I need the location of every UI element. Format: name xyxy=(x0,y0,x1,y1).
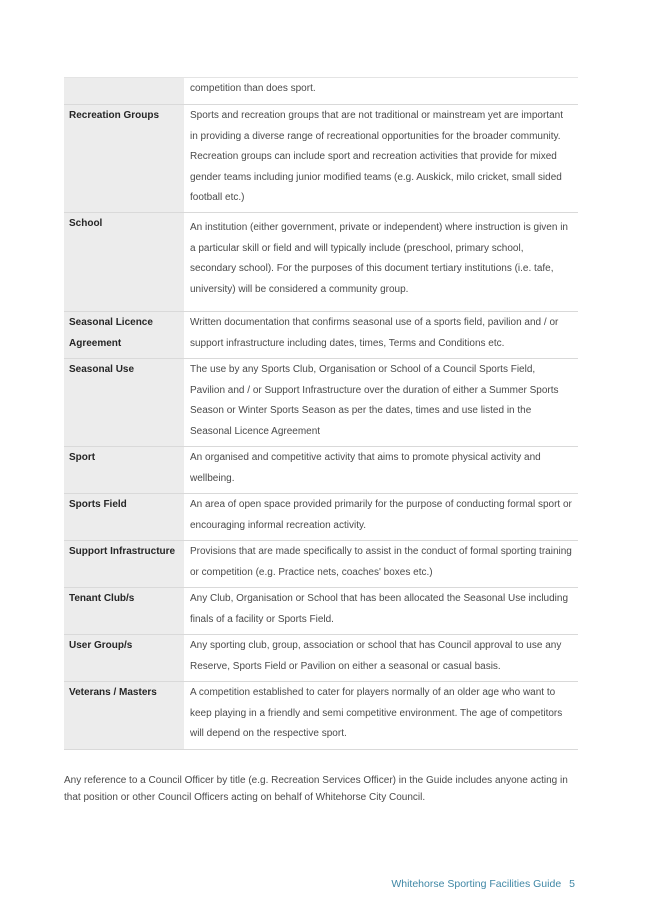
definition-text: An institution (either government, private or independent) where instruction is given in a particular skill or field and will typically include (preschool, primary school, secondary school). For the purposes of this document tertiary institutions (i.e. tafe, university) will be considered a community group. xyxy=(184,213,578,312)
definition-row xyxy=(64,359,578,447)
definition-row xyxy=(64,541,578,588)
definition-text: An area of open space provided primarily for the purpose of conducting formal sport or encouraging informal recreation activity. xyxy=(184,494,578,541)
definition-row xyxy=(64,213,578,312)
definition-row xyxy=(64,105,578,213)
definition-text: Any Club, Organisation or School that has been allocated the Seasonal Use including finals of a facility or Sports Field. xyxy=(184,588,578,635)
definition-term: Sport xyxy=(64,447,184,494)
definition-text: An organised and competitive activity that aims to promote physical activity and wellbeing. xyxy=(184,447,578,494)
definition-term: Tenant Club/s xyxy=(64,588,184,635)
definition-text: Written documentation that confirms seasonal use of a sports field, pavilion and / or support infrastructure including dates, times, Terms and Conditions etc. xyxy=(184,312,578,359)
definition-term: School xyxy=(64,213,184,312)
definition-text: Any sporting club, group, association or school that has Council approval to use any Reserve, Sports Field or Pavilion on either a seasonal or casual basis. xyxy=(184,635,578,682)
definition-row xyxy=(64,78,578,105)
definition-row xyxy=(64,635,578,682)
definition-term: Sports Field xyxy=(64,494,184,541)
definition-term: Seasonal Use xyxy=(64,359,184,447)
definition-term: Support Infrastructure xyxy=(64,541,184,588)
definition-text: competition than does sport. xyxy=(184,78,578,105)
definition-row xyxy=(64,312,578,359)
definition-term xyxy=(64,78,184,105)
definition-text: A competition established to cater for players normally of an older age who want to keep playing in a friendly and semi competitive environment. The age of competitors will depend on the respective sport. xyxy=(184,682,578,750)
footnote-paragraph: Any reference to a Council Officer by title (e.g. Recreation Services Officer) in the Guide includes anyone acting in that position or other Council Officers acting on behalf of Whitehorse City Council. xyxy=(64,775,568,803)
definition-term: Recreation Groups xyxy=(64,105,184,213)
definitions-table xyxy=(64,77,578,750)
definition-text: The use by any Sports Club, Organisation or School of a Council Sports Field, Pavilion and / or Support Infrastructure over the duration of either a Summer Sports Season or Winter Sports Season as per the dates, times and use listed in the Seasonal Licence Agreement xyxy=(184,359,578,447)
definition-text: Provisions that are made specifically to assist in the conduct of formal sporting training or competition (e.g. Practice nets, coaches' boxes etc.) xyxy=(184,541,578,588)
page-footer xyxy=(391,878,575,890)
definition-row xyxy=(64,588,578,635)
definition-text: Sports and recreation groups that are not traditional or mainstream yet are important in providing a diverse range of recreational opportunities for the broader community. Recreation groups can include sport and recreation activities that provide for mixed gender teams including junior modified teams (e.g. Auskick, milo cricket, small sided football etc.) xyxy=(184,105,578,213)
footer-title: Whitehorse Sporting Facilities Guide xyxy=(391,878,562,890)
definition-term: Seasonal Licence Agreement xyxy=(64,312,184,359)
definition-row xyxy=(64,494,578,541)
definition-row xyxy=(64,447,578,494)
definition-term: User Group/s xyxy=(64,635,184,682)
definition-row xyxy=(64,682,578,750)
page-number: 5 xyxy=(569,878,575,890)
definition-term: Veterans / Masters xyxy=(64,682,184,750)
